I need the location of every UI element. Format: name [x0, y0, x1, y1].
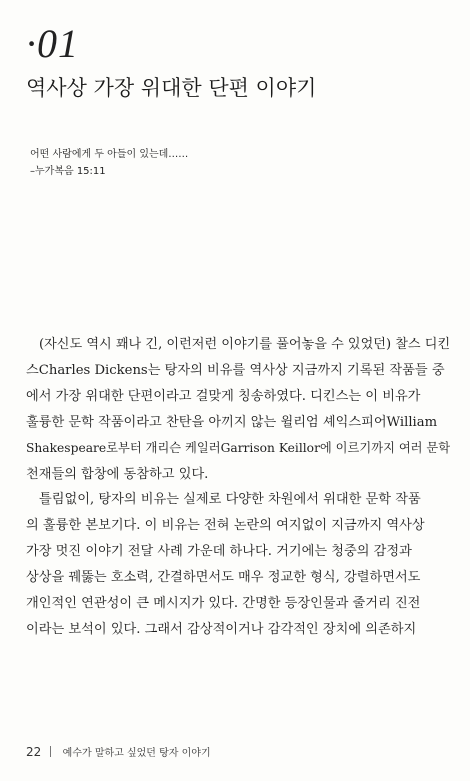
chapter-title: 역사상 가장 위대한 단편 이야기	[26, 76, 317, 100]
body-line: 에서 가장 위대한 단편이라고 걸맞게 칭송하였다. 디킨스는 이 비유가	[26, 388, 421, 404]
body-line: 이라는 보석이 있다. 그래서 감상적이거나 감각적인 장치에 의존하지	[26, 621, 417, 637]
body-line: 가장 멋진 이야기 전달 사례 가운데 하나다. 거기에는 청중의 감정과	[26, 544, 412, 560]
epigraph-quote: 어떤 사람에게 두 아들이 있는데……	[30, 149, 189, 160]
body-line: 스Charles Dickens는 탕자의 비유를 역사상 지금까지 기록된 작품들 중	[26, 362, 445, 378]
body-line: 틀림없이, 탕자의 비유는 실제로 다양한 차원에서 위대한 문학 작품	[39, 492, 421, 508]
epigraph	[30, 146, 188, 180]
epigraph-source: –누가복음 15:11	[30, 166, 106, 177]
body-line: 개인적인 연관성이 큰 메시지가 있다. 간명한 등장인물과 줄거리 진전	[26, 596, 421, 612]
book-title: 예수가 말하고 싶었던 탕자 이야기	[62, 748, 211, 759]
body-line: 천재들의 합창에 동참하고 있다.	[26, 466, 209, 482]
page-footer	[26, 744, 211, 759]
page-number: 22	[26, 745, 42, 759]
body-line: Shakespeare로부터 개리슨 케일러Garrison Keillor에 이르기까지 여러 문학	[26, 440, 451, 455]
body-line: 훌륭한 문학 작품이라고 찬탄을 아끼지 않는 윌리엄 셰익스피어William	[26, 414, 438, 430]
body-line: 의 훌륭한 본보기다. 이 비유는 전혀 논란의 여지없이 지금까지 역사상	[26, 518, 425, 534]
footer-divider	[50, 746, 51, 757]
chapter-number: ·01	[26, 21, 79, 66]
body-text	[26, 332, 450, 643]
body-line: (자신도 역시 꽤나 긴, 이런저런 이야기를 풀어놓을 수 있었던) 찰스 디킨	[39, 337, 451, 352]
body-line: 상상을 꿰뚫는 호소력, 간결하면서도 매우 정교한 형식, 강렬하면서도	[26, 570, 421, 586]
